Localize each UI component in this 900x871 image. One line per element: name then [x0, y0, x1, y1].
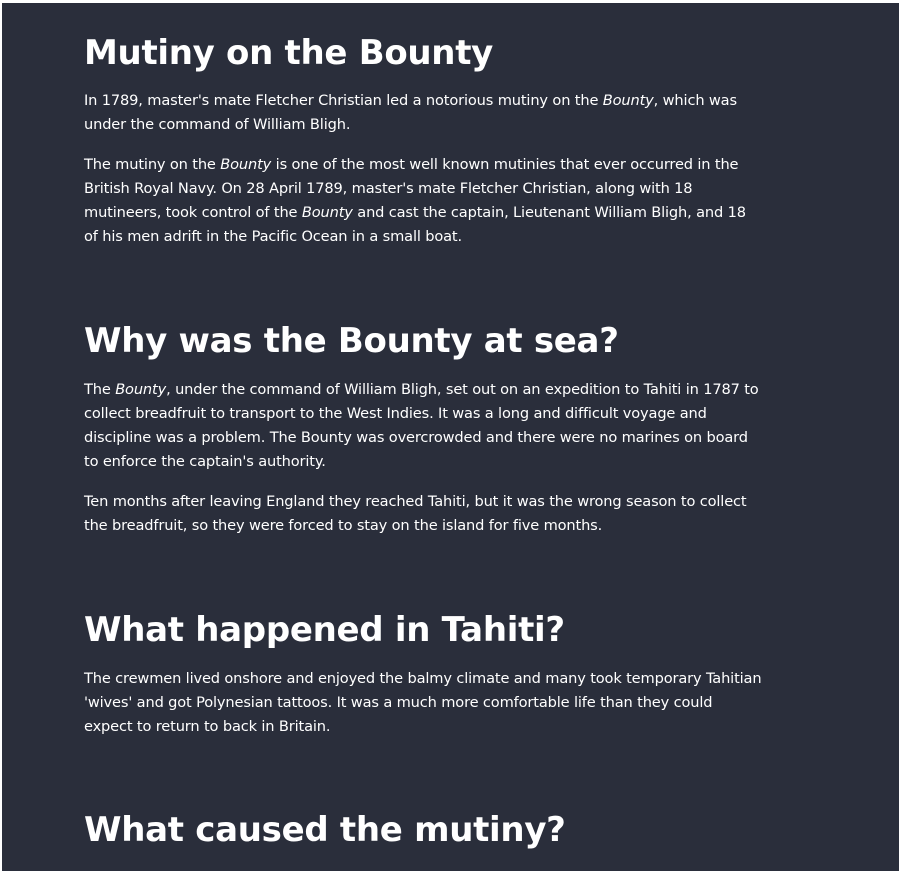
ship-name-italic: Bounty [301, 204, 353, 221]
ship-name-italic: Bounty [115, 381, 167, 398]
section-paragraph: The Bounty, under the command of William Bligh, set out on an expedition to Tahiti in 1787 to collect breadfruit to transport to the West Indies. It was a long and difficult voyage and discipline was a problem. The Bounty was overcrowded and there were no marines on board to enforce the captain's authority. [84, 381, 759, 470]
section-title-cause: What caused the mutiny? [84, 810, 566, 850]
section-paragraph: In 1789, master's mate Fletcher Christian led a notorious mutiny on the Bounty, which was under the command of William Bligh. [84, 92, 737, 133]
section-title-mutiny: Mutiny on the Bounty [84, 33, 494, 73]
section-title-tahiti: What happened in Tahiti? [84, 610, 565, 650]
section-title-why-at-sea: Why was the Bounty at sea? [84, 321, 619, 361]
section-paragraph: The mutiny on the Bounty is one of the most well known mutinies that ever occurred in the British Royal Navy. On 28 April 1789, master's mate Fletcher Christian, along with 18 mutineers, took control of the Bounty and cast the captain, Lieutenant William Bligh, and 18 of his men adrift in the Pacific Ocean in a small boat. [84, 156, 746, 245]
article-page [2, 3, 899, 871]
ship-name-italic: Bounty [220, 156, 272, 173]
section-paragraph: The crewmen lived onshore and enjoyed the balmy climate and many took temporary Tahitian 'wives' and got Polynesian tattoos. It was a much more comfortable life than they could expect to return to back in Britain. [84, 670, 762, 735]
ship-name-italic: Bounty [602, 92, 654, 109]
section-paragraph: Ten months after leaving England they reached Tahiti, but it was the wrong season to collect the breadfruit, so they were forced to stay on the island for five months. [84, 493, 747, 534]
